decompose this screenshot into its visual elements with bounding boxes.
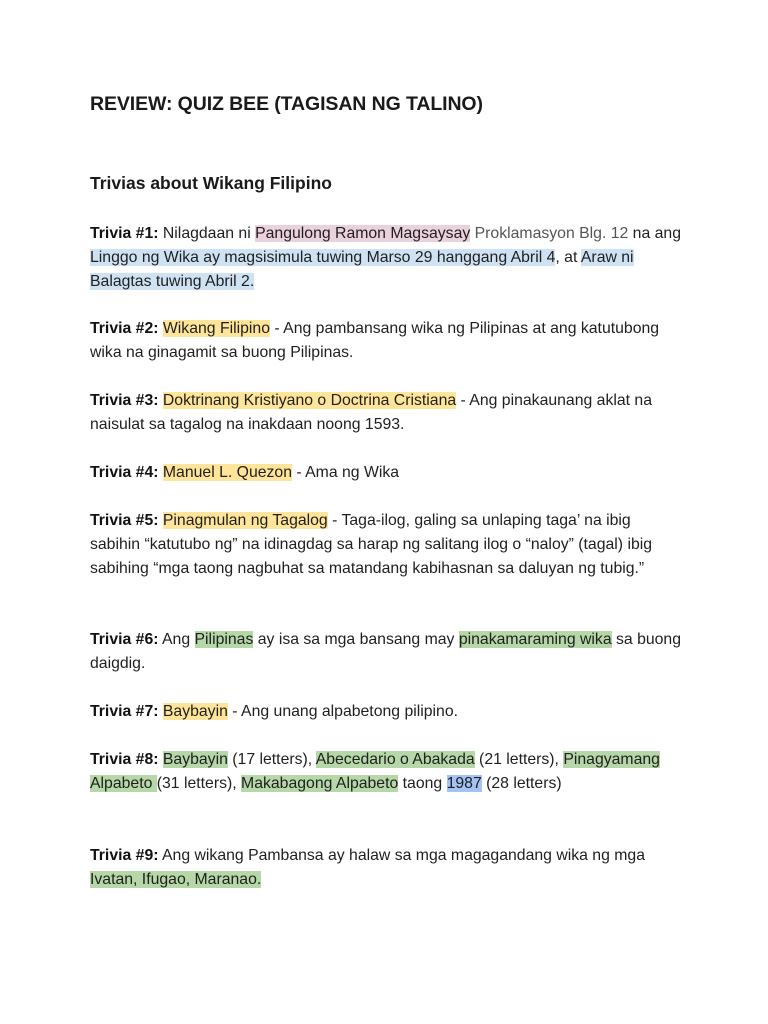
trivia-text: taong [398,775,447,792]
highlight-green: Makabagong Alpabeto [241,775,399,792]
trivia-7 [90,700,685,724]
highlight-yellow: Doktrinang Kristiyano o Doctrina Cristiana [162,392,457,409]
trivia-text: , at [555,249,581,266]
highlight-green: Ivatan, Ifugao, Maranao. [90,871,262,888]
trivia-text: Nilagdaan ni [158,225,256,242]
highlight-blue: Linggo ng Wika ay magsisimula tuwing Marso 29 hanggang Abril 4 [90,249,556,266]
trivia-label: Trivia #5: [90,512,159,529]
trivia-9 [90,844,685,892]
trivia-text: (28 letters) [481,775,562,792]
trivia-text: - Ama ng Wika [291,464,400,481]
highlight-green: pinakamaraming wika [458,631,612,648]
trivia-text: Proklamasyon Blg. 12 [470,225,629,242]
trivia-label: Trivia #8: [90,751,159,768]
trivia-text: - Taga-ilog, galing sa unlaping taga’ na ibig sabihin “katutubo ng” na idinagdag sa harap ng salitang ilog o “naloy” (tagal) ibig sabihing “mga taong nagbuhat sa matandang kabihasnan sa daluyan ng tubig.” [90,512,653,577]
trivia-2 [90,317,685,365]
trivia-text: - Ang pambansang wika ng Pilipinas at ang katutubong wika na ginagamit sa buong Pilipinas. [90,320,660,361]
highlight-blue: Araw ni Balagtas tuwing Abril 2. [90,249,634,290]
section-title: Trivias about Wikang Filipino [90,173,332,193]
trivia-label: Trivia #1: [90,225,159,242]
trivia-label: Trivia #9: [90,847,159,864]
trivia-text: (31 letters), [156,775,242,792]
trivia-1 [90,222,685,294]
highlight-green: Pinagyamang Alpabeto [90,751,660,792]
trivia-text: (21 letters), [474,751,564,768]
trivia-text: sa buong daigdig. [90,631,681,672]
trivia-4 [90,461,685,485]
highlight-green: Baybayin [162,751,228,768]
highlight-yellow: Baybayin [162,703,228,720]
trivia-3 [90,389,685,437]
highlight-yellow: Wikang Filipino [162,320,270,337]
trivia-5 [90,509,685,581]
highlight-green: Pilipinas [194,631,254,648]
highlight-green: Abecedario o Abakada [315,751,475,768]
trivia-label: Trivia #4: [90,464,159,481]
highlight-blue-strong: 1987 [446,775,482,792]
highlight-yellow: Manuel L. Quezon [162,464,292,481]
highlight-yellow: Pinagmulan ng Tagalog [162,512,328,529]
trivia-label: Trivia #2: [90,320,159,337]
trivia-6 [90,628,685,676]
trivia-8 [90,748,685,796]
trivia-text: Ang [158,631,195,648]
trivia-label: Trivia #3: [90,392,159,409]
trivia-text: ay isa sa mga bansang may [253,631,459,648]
trivia-label: Trivia #7: [90,703,159,720]
document-title: REVIEW: QUIZ BEE (TAGISAN NG TALINO) [90,93,483,115]
trivia-text: - Ang pinakaunang aklat na naisulat sa tagalog na inakdaan noong 1593. [90,392,652,433]
highlight-pink: Pangulong Ramon Magsaysay [255,225,471,242]
trivia-label: Trivia #6: [90,631,159,648]
trivia-text: - Ang unang alpabetong pilipino. [227,703,459,720]
trivia-text: na ang [628,225,682,242]
trivia-text: Ang wikang Pambansa ay halaw sa mga magagandang wika ng mga [158,847,645,864]
trivia-text: (17 letters), [227,751,316,768]
